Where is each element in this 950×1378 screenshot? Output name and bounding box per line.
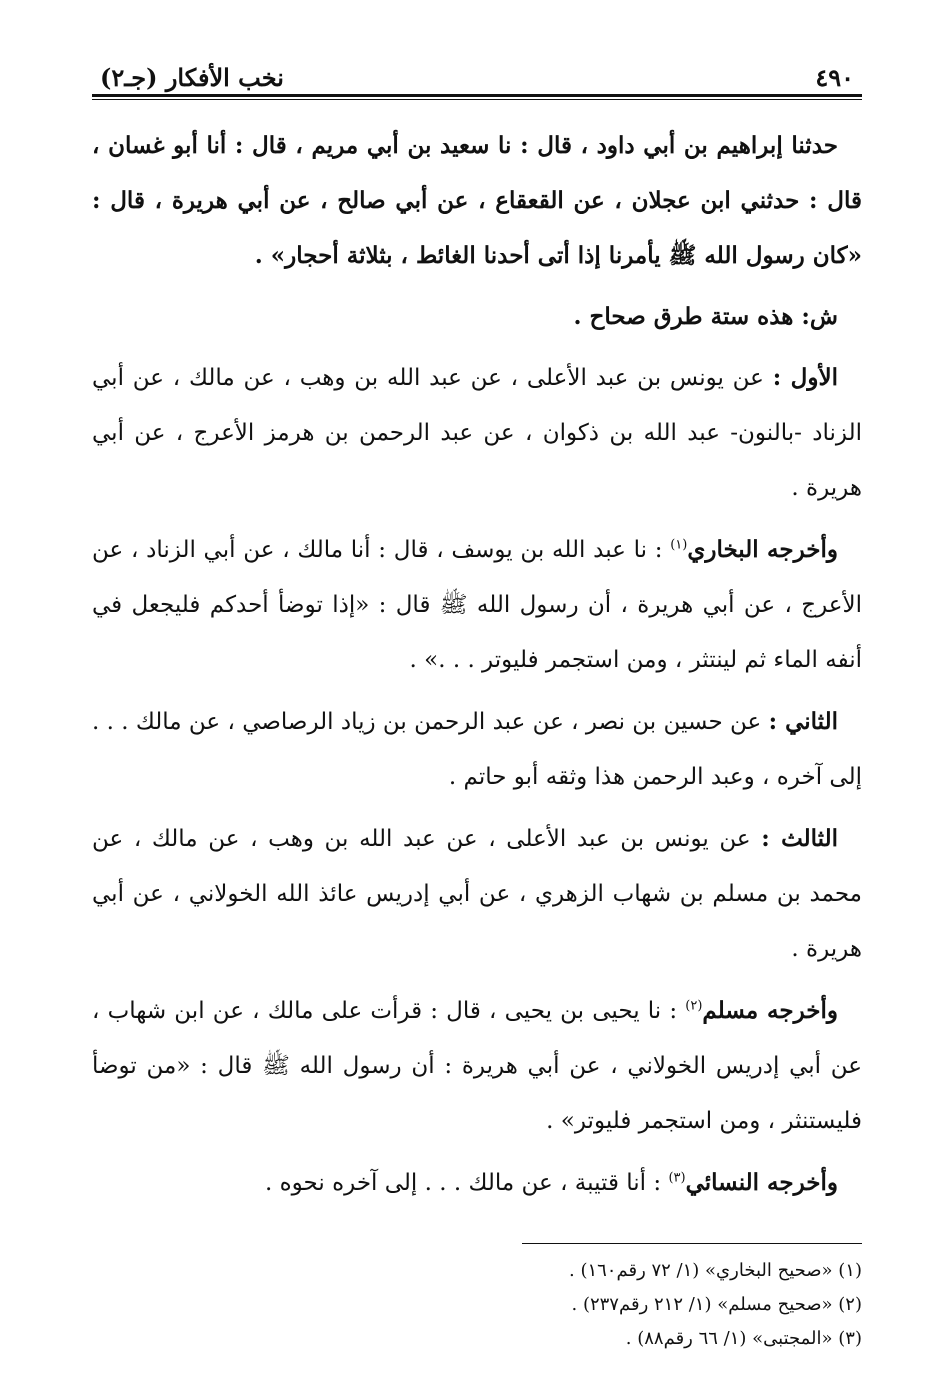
header-rule — [92, 94, 862, 97]
paragraph-text: عن يونس بن عبد الأعلى ، عن عبد الله بن وهب ، عن مالك ، عن أبي الزناد -بالنون- عبد الله بن ذكوان ، عن عبد الرحمن بن هرمز الأعرج ، عن أبي هريرة . — [92, 365, 862, 501]
footnote-ref: (٢) — [685, 998, 703, 1014]
nasai-paragraph — [92, 1155, 862, 1211]
header-rule-thin — [92, 99, 862, 100]
footnote-ref: (١) — [670, 537, 688, 553]
paragraph-text: : نا يحيى بن يحيى ، قال : قرأت على مالك ، عن ابن شهاب ، عن أبي إدريس الخولاني ، عن أبي هريرة : أن رسول الله ﷺ قال : «من توضأ فليستنثر ، ومن استجمر فليوتر» . — [92, 998, 862, 1134]
paragraph-text: ش: هذه ستة طرق صحاح . — [573, 303, 838, 330]
paragraph-lead: الثالث : — [761, 825, 839, 852]
book-page — [92, 48, 862, 1356]
hadith-chain-paragraph — [92, 118, 862, 283]
footnote-3: (٣) «المجتبى» (١/ ٦٦ رقم٨٨) . — [625, 1328, 862, 1349]
footnote-2: (٢) «صحيح مسلم» (١/ ٢١٢ رقم٢٣٧) . — [571, 1294, 862, 1315]
third-route-paragraph — [92, 811, 862, 977]
page-number: ٤٩٠ — [815, 63, 854, 92]
paragraph-text: : أنا قتيبة ، عن مالك . . . إلى آخره نحوه . — [264, 1170, 669, 1196]
book-title: نخب الأفكار (جـ٢) — [100, 63, 284, 92]
footnote-ref: (٣) — [668, 1170, 686, 1186]
footnote-1: (١) «صحيح البخاري» (١/ ٧٢ رقم١٦٠) . — [569, 1260, 862, 1281]
second-route-paragraph — [92, 694, 862, 805]
running-header — [92, 48, 862, 92]
footnote-rule — [522, 1243, 862, 1244]
paragraph-text: عن حسين بن نصر ، عن عبد الرحمن بن زياد الرصاصي ، عن مالك . . . إلى آخره ، وعبد الرحمن هذا وثقه أبو حاتم . — [92, 709, 862, 790]
commentary-heading — [92, 289, 862, 344]
paragraph-lead: الثاني : — [768, 708, 838, 735]
bukhari-paragraph — [92, 522, 862, 688]
paragraph-text: عن يونس بن عبد الأعلى ، عن عبد الله بن وهب ، عن مالك ، عن محمد بن مسلم بن شهاب الزهري ، عن أبي إدريس عائذ الله الخولاني ، عن أبي هريرة . — [92, 826, 862, 962]
muslim-paragraph — [92, 983, 862, 1149]
paragraph-text: : نا عبد الله بن يوسف ، قال : أنا مالك ، عن أبي الزناد ، عن الأعرج ، عن أبي هريرة ، أن رسول الله ﷺ قال : «إذا توضأ أحدكم فليجعل في أنفه الماء ثم لينتثر ، ومن استجمر فليوتر . . .» . — [92, 537, 862, 673]
paragraph-lead: وأخرجه البخاري — [687, 536, 839, 563]
paragraph-lead: وأخرجه النسائي — [685, 1169, 838, 1196]
paragraph-text: حدثنا إبراهيم بن أبي داود ، قال : نا سعيد بن أبي مريم ، قال : أنا أبو غسان ، قال : حدثني ابن عجلان ، عن القعقاع ، عن أبي صالح ، عن أبي هريرة ، قال : «كان رسول الله ﷺ يأمرنا إذا أتى أحدنا الغائط ، بثلاثة أحجار» . — [92, 132, 862, 269]
first-route-paragraph — [92, 350, 862, 516]
paragraph-lead: الأول : — [772, 364, 838, 391]
paragraph-lead: وأخرجه مسلم — [702, 997, 838, 1024]
